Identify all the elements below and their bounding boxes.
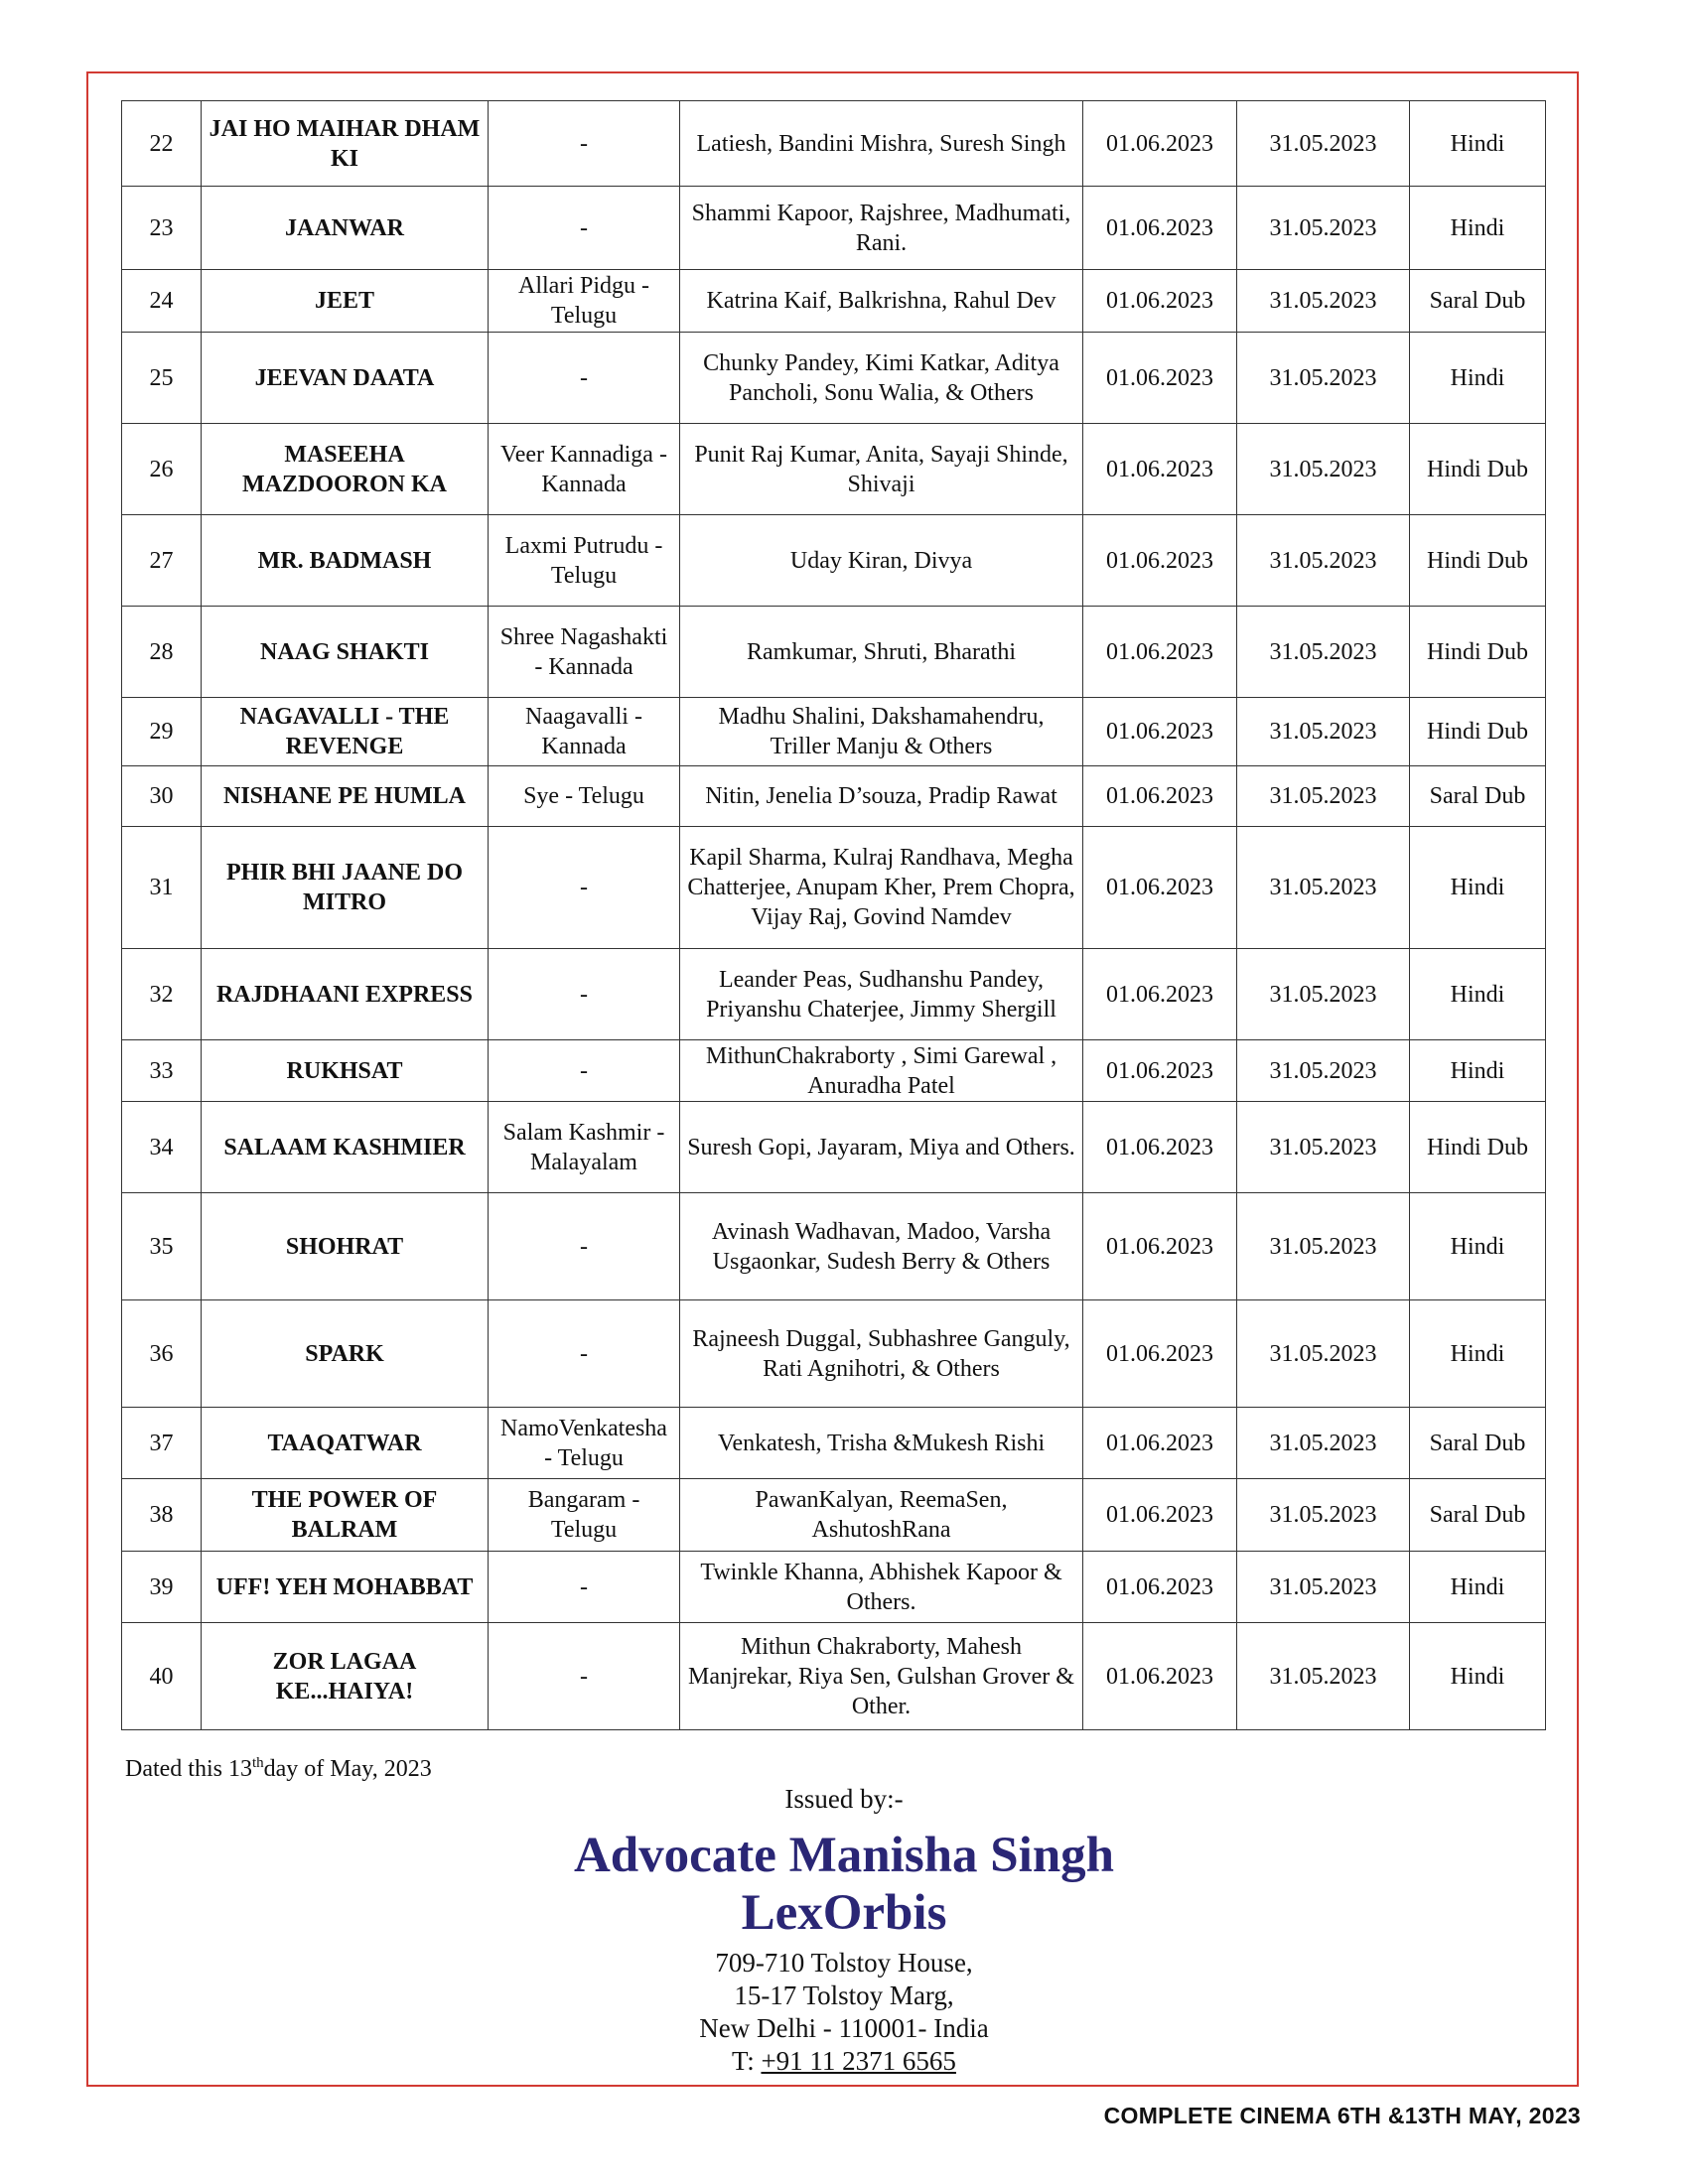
cell-number: 34 bbox=[122, 1102, 202, 1193]
table-row bbox=[122, 333, 1546, 424]
table-row bbox=[122, 1623, 1546, 1730]
cell-number: 26 bbox=[122, 424, 202, 515]
dated-line bbox=[125, 1755, 432, 1783]
cell-from-date: 01.06.2023 bbox=[1083, 1193, 1237, 1300]
cell-language: Hindi Dub bbox=[1410, 698, 1546, 766]
cell-language: Saral Dub bbox=[1410, 766, 1546, 827]
cell-language: Hindi bbox=[1410, 827, 1546, 949]
footer-caption: COMPLETE CINEMA 6TH &13TH MAY, 2023 bbox=[1103, 2103, 1581, 2128]
cell-number: 24 bbox=[122, 270, 202, 333]
cell-number: 28 bbox=[122, 607, 202, 698]
cell-from-date: 01.06.2023 bbox=[1083, 1040, 1237, 1102]
cell-cast: Punit Raj Kumar, Anita, Sayaji Shinde, Shivaji bbox=[680, 424, 1083, 515]
cell-title: MR. BADMASH bbox=[202, 515, 489, 607]
cell-title: SPARK bbox=[202, 1300, 489, 1408]
cell-title: JAI HO MAIHAR DHAM KI bbox=[202, 101, 489, 187]
cell-from-date: 01.06.2023 bbox=[1083, 1552, 1237, 1623]
cell-cast: Kapil Sharma, Kulraj Randhava, Megha Chatterjee, Anupam Kher, Prem Chopra, Vijay Raj, Govind Namdev bbox=[680, 827, 1083, 949]
cell-to-date: 31.05.2023 bbox=[1237, 1479, 1410, 1552]
cell-number: 35 bbox=[122, 1193, 202, 1300]
cell-original-title: Naagavalli - Kannada bbox=[489, 698, 680, 766]
cell-to-date: 31.05.2023 bbox=[1237, 1193, 1410, 1300]
table-row bbox=[122, 827, 1546, 949]
cell-cast: Twinkle Khanna, Abhishek Kapoor & Others. bbox=[680, 1552, 1083, 1623]
address-line-2: 15-17 Tolstoy Marg, bbox=[734, 1980, 954, 2010]
cell-cast: Shammi Kapoor, Rajshree, Madhumati, Rani. bbox=[680, 187, 1083, 270]
table-row bbox=[122, 949, 1546, 1040]
cell-title: SALAAM KASHMIER bbox=[202, 1102, 489, 1193]
cell-original-title: - bbox=[489, 1300, 680, 1408]
cell-number: 25 bbox=[122, 333, 202, 424]
table-row bbox=[122, 607, 1546, 698]
cell-cast: Ramkumar, Shruti, Bharathi bbox=[680, 607, 1083, 698]
cell-original-title: Veer Kannadiga - Kannada bbox=[489, 424, 680, 515]
cell-to-date: 31.05.2023 bbox=[1237, 333, 1410, 424]
table-row bbox=[122, 1479, 1546, 1552]
table-row bbox=[122, 1552, 1546, 1623]
phone-prefix: T: bbox=[732, 2046, 762, 2076]
cell-to-date: 31.05.2023 bbox=[1237, 270, 1410, 333]
cell-language: Hindi Dub bbox=[1410, 424, 1546, 515]
cell-number: 22 bbox=[122, 101, 202, 187]
cell-title: UFF! YEH MOHABBAT bbox=[202, 1552, 489, 1623]
cell-original-title: - bbox=[489, 1040, 680, 1102]
cell-to-date: 31.05.2023 bbox=[1237, 827, 1410, 949]
cell-from-date: 01.06.2023 bbox=[1083, 1623, 1237, 1730]
cell-original-title: - bbox=[489, 333, 680, 424]
cell-number: 37 bbox=[122, 1408, 202, 1479]
cell-title: SHOHRAT bbox=[202, 1193, 489, 1300]
cell-to-date: 31.05.2023 bbox=[1237, 424, 1410, 515]
cell-title: JAANWAR bbox=[202, 187, 489, 270]
cell-language: Hindi bbox=[1410, 1193, 1546, 1300]
cell-from-date: 01.06.2023 bbox=[1083, 270, 1237, 333]
issued-by-label: Issued by:- bbox=[784, 1784, 904, 1814]
table-row bbox=[122, 1102, 1546, 1193]
cell-language: Saral Dub bbox=[1410, 1479, 1546, 1552]
cell-title: NAGAVALLI - THE REVENGE bbox=[202, 698, 489, 766]
cell-to-date: 31.05.2023 bbox=[1237, 515, 1410, 607]
cell-from-date: 01.06.2023 bbox=[1083, 1300, 1237, 1408]
cell-to-date: 31.05.2023 bbox=[1237, 1623, 1410, 1730]
cell-language: Hindi bbox=[1410, 101, 1546, 187]
cell-title: NISHANE PE HUMLA bbox=[202, 766, 489, 827]
cell-original-title: Bangaram - Telugu bbox=[489, 1479, 680, 1552]
cell-language: Saral Dub bbox=[1410, 270, 1546, 333]
cell-language: Hindi bbox=[1410, 1040, 1546, 1102]
cell-to-date: 31.05.2023 bbox=[1237, 1300, 1410, 1408]
cell-original-title: - bbox=[489, 1623, 680, 1730]
cell-title: JEET bbox=[202, 270, 489, 333]
cell-number: 29 bbox=[122, 698, 202, 766]
cell-title: PHIR BHI JAANE DO MITRO bbox=[202, 827, 489, 949]
cell-language: Hindi Dub bbox=[1410, 1102, 1546, 1193]
cell-language: Hindi Dub bbox=[1410, 515, 1546, 607]
dated-suffix: day of May, 2023 bbox=[263, 1756, 432, 1782]
cell-number: 33 bbox=[122, 1040, 202, 1102]
cell-cast: Rajneesh Duggal, Subhashree Ganguly, Rati Agnihotri, & Others bbox=[680, 1300, 1083, 1408]
cell-cast: Suresh Gopi, Jayaram, Miya and Others. bbox=[680, 1102, 1083, 1193]
cell-from-date: 01.06.2023 bbox=[1083, 949, 1237, 1040]
cell-to-date: 31.05.2023 bbox=[1237, 1552, 1410, 1623]
cell-original-title: - bbox=[489, 187, 680, 270]
cell-to-date: 31.05.2023 bbox=[1237, 1040, 1410, 1102]
cell-cast: MithunChakraborty , Simi Garewal , Anuradha Patel bbox=[680, 1040, 1083, 1102]
table-row bbox=[122, 270, 1546, 333]
cell-to-date: 31.05.2023 bbox=[1237, 187, 1410, 270]
table-row bbox=[122, 515, 1546, 607]
address-line-1: 709-710 Tolstoy House, bbox=[715, 1948, 973, 1978]
cell-cast: Latiesh, Bandini Mishra, Suresh Singh bbox=[680, 101, 1083, 187]
cell-title: ZOR LAGAA KE...HAIYA! bbox=[202, 1623, 489, 1730]
cell-original-title: Laxmi Putrudu - Telugu bbox=[489, 515, 680, 607]
cell-title: TAAQATWAR bbox=[202, 1408, 489, 1479]
cell-title: RAJDHAANI EXPRESS bbox=[202, 949, 489, 1040]
cell-title: RUKHSAT bbox=[202, 1040, 489, 1102]
cell-from-date: 01.06.2023 bbox=[1083, 101, 1237, 187]
cell-from-date: 01.06.2023 bbox=[1083, 1102, 1237, 1193]
table-row bbox=[122, 1193, 1546, 1300]
cell-cast: Katrina Kaif, Balkrishna, Rahul Dev bbox=[680, 270, 1083, 333]
cell-cast: Avinash Wadhavan, Madoo, Varsha Usgaonkar, Sudesh Berry & Others bbox=[680, 1193, 1083, 1300]
cell-original-title: Shree Nagashakti - Kannada bbox=[489, 607, 680, 698]
cell-cast: Nitin, Jenelia D’souza, Pradip Rawat bbox=[680, 766, 1083, 827]
cell-cast: Venkatesh, Trisha &Mukesh Rishi bbox=[680, 1408, 1083, 1479]
cell-title: NAAG SHAKTI bbox=[202, 607, 489, 698]
cell-from-date: 01.06.2023 bbox=[1083, 766, 1237, 827]
cell-cast: Chunky Pandey, Kimi Katkar, Aditya Pancholi, Sonu Walia, & Others bbox=[680, 333, 1083, 424]
cell-number: 39 bbox=[122, 1552, 202, 1623]
cell-original-title: - bbox=[489, 949, 680, 1040]
cell-language: Hindi bbox=[1410, 949, 1546, 1040]
cell-original-title: Salam Kashmir - Malayalam bbox=[489, 1102, 680, 1193]
table-row bbox=[122, 766, 1546, 827]
films-table-body bbox=[122, 101, 1546, 1730]
cell-number: 27 bbox=[122, 515, 202, 607]
cell-number: 38 bbox=[122, 1479, 202, 1552]
dated-prefix: Dated this 13 bbox=[125, 1756, 252, 1782]
cell-cast: Leander Peas, Sudhanshu Pandey, Priyanshu Chaterjee, Jimmy Shergill bbox=[680, 949, 1083, 1040]
cell-number: 30 bbox=[122, 766, 202, 827]
address-line-3: New Delhi - 110001- India bbox=[699, 2013, 989, 2043]
films-table bbox=[121, 100, 1546, 1730]
issuer-name: Advocate Manisha Singh bbox=[573, 1828, 1115, 1883]
cell-language: Hindi bbox=[1410, 1300, 1546, 1408]
cell-to-date: 31.05.2023 bbox=[1237, 766, 1410, 827]
cell-language: Hindi bbox=[1410, 1552, 1546, 1623]
cell-from-date: 01.06.2023 bbox=[1083, 1479, 1237, 1552]
table-row bbox=[122, 101, 1546, 187]
cell-title: MASEEHA MAZDOORON KA bbox=[202, 424, 489, 515]
cell-number: 32 bbox=[122, 949, 202, 1040]
cell-from-date: 01.06.2023 bbox=[1083, 827, 1237, 949]
firm-name: LexOrbis bbox=[741, 1885, 947, 1941]
cell-to-date: 31.05.2023 bbox=[1237, 949, 1410, 1040]
table-row bbox=[122, 424, 1546, 515]
table-row bbox=[122, 1408, 1546, 1479]
cell-from-date: 01.06.2023 bbox=[1083, 698, 1237, 766]
cell-from-date: 01.06.2023 bbox=[1083, 424, 1237, 515]
cell-to-date: 31.05.2023 bbox=[1237, 1408, 1410, 1479]
cell-from-date: 01.06.2023 bbox=[1083, 1408, 1237, 1479]
cell-original-title: Sye - Telugu bbox=[489, 766, 680, 827]
cell-original-title: - bbox=[489, 827, 680, 949]
cell-cast: PawanKalyan, ReemaSen, AshutoshRana bbox=[680, 1479, 1083, 1552]
cell-language: Saral Dub bbox=[1410, 1408, 1546, 1479]
cell-cast: Madhu Shalini, Dakshamahendru, Triller Manju & Others bbox=[680, 698, 1083, 766]
cell-from-date: 01.06.2023 bbox=[1083, 333, 1237, 424]
cell-from-date: 01.06.2023 bbox=[1083, 607, 1237, 698]
cell-original-title: NamoVenkatesha - Telugu bbox=[489, 1408, 680, 1479]
dated-ordinal: th bbox=[251, 1755, 264, 1771]
cell-original-title: Allari Pidgu - Telugu bbox=[489, 270, 680, 333]
cell-original-title: - bbox=[489, 101, 680, 187]
table-row bbox=[122, 1040, 1546, 1102]
phone-link[interactable]: +91 11 2371 6565 bbox=[761, 2046, 956, 2076]
phone-line bbox=[0, 2046, 1688, 2077]
cell-cast: Mithun Chakraborty, Mahesh Manjrekar, Riya Sen, Gulshan Grover & Other. bbox=[680, 1623, 1083, 1730]
cell-title: THE POWER OF BALRAM bbox=[202, 1479, 489, 1552]
cell-from-date: 01.06.2023 bbox=[1083, 187, 1237, 270]
cell-to-date: 31.05.2023 bbox=[1237, 101, 1410, 187]
cell-language: Hindi bbox=[1410, 187, 1546, 270]
table-row bbox=[122, 698, 1546, 766]
cell-original-title: - bbox=[489, 1552, 680, 1623]
cell-number: 40 bbox=[122, 1623, 202, 1730]
table-row bbox=[122, 1300, 1546, 1408]
cell-number: 31 bbox=[122, 827, 202, 949]
cell-cast: Uday Kiran, Divya bbox=[680, 515, 1083, 607]
cell-number: 36 bbox=[122, 1300, 202, 1408]
cell-language: Hindi bbox=[1410, 1623, 1546, 1730]
table-row bbox=[122, 187, 1546, 270]
cell-to-date: 31.05.2023 bbox=[1237, 1102, 1410, 1193]
cell-language: Hindi Dub bbox=[1410, 607, 1546, 698]
cell-from-date: 01.06.2023 bbox=[1083, 515, 1237, 607]
cell-original-title: - bbox=[489, 1193, 680, 1300]
cell-to-date: 31.05.2023 bbox=[1237, 607, 1410, 698]
cell-number: 23 bbox=[122, 187, 202, 270]
cell-title: JEEVAN DAATA bbox=[202, 333, 489, 424]
cell-to-date: 31.05.2023 bbox=[1237, 698, 1410, 766]
cell-language: Hindi bbox=[1410, 333, 1546, 424]
